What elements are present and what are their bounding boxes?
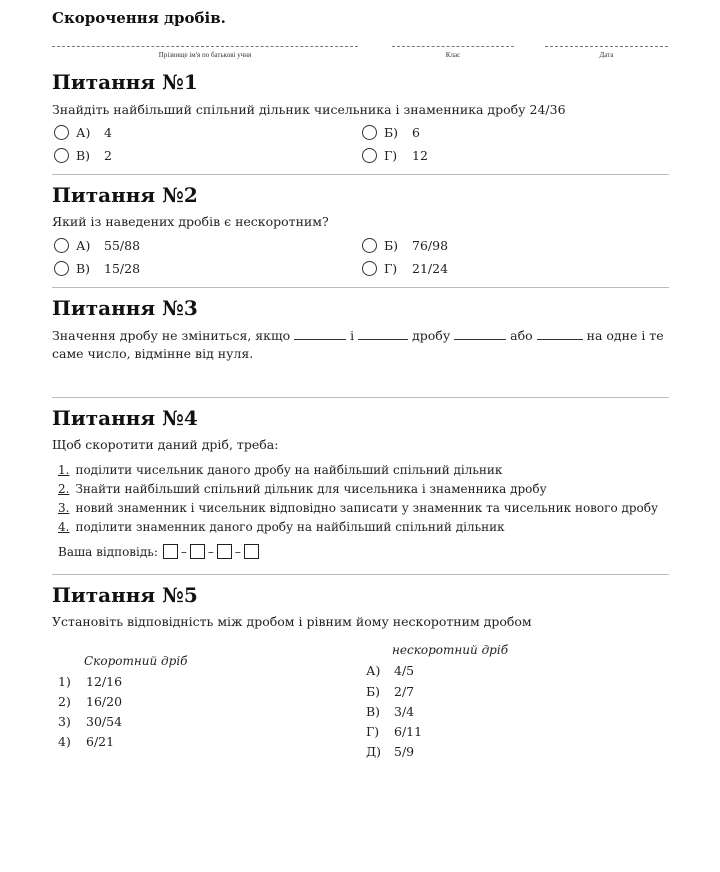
q1-text: Знайдіть найбільший спільний дільник чисельника і знаменника дробу 24/36: [52, 102, 566, 117]
answer-separator: –: [180, 544, 187, 559]
option-letter: А): [76, 238, 91, 253]
item-number: 3): [58, 714, 71, 729]
irreducible-item: [366, 684, 414, 699]
q3-text-part: і: [350, 328, 355, 343]
reducible-item: [58, 714, 122, 729]
q4-title: Питання №4: [52, 406, 198, 430]
q3-blank-4[interactable]: [537, 327, 583, 340]
reducible-item: [58, 734, 114, 749]
q4-step-2: [58, 482, 547, 496]
answer-label: Ваша відповідь:: [58, 544, 158, 559]
radio-icon[interactable]: [54, 148, 69, 163]
item-letter: Г): [366, 724, 380, 739]
irreducible-item: [366, 704, 414, 719]
q4-text: Щоб скоротити даний дріб, треба:: [52, 437, 279, 452]
radio-icon[interactable]: [362, 125, 377, 140]
item-number: 1): [58, 674, 71, 689]
option-value: 21/24: [412, 261, 449, 276]
item-letter: В): [366, 704, 381, 719]
radio-icon[interactable]: [362, 261, 377, 276]
option-letter: Б): [384, 238, 399, 253]
q5-title: Питання №5: [52, 583, 198, 607]
q4-step-4: [58, 520, 505, 534]
item-value: 16/20: [86, 694, 123, 709]
item-letter: Б): [366, 684, 381, 699]
q4-step-1: [58, 463, 502, 477]
q3-blank-1[interactable]: [294, 327, 346, 340]
step-number: 4.: [58, 520, 70, 534]
q4-answer-row: [58, 544, 259, 559]
step-text: поділити чисельник даного дробу на найбільший спільний дільник: [75, 463, 503, 477]
item-value: 12/16: [86, 674, 123, 689]
q1-option-c[interactable]: [54, 148, 112, 163]
q3-title: Питання №3: [52, 296, 198, 320]
irreducible-item: [366, 744, 414, 759]
q2-text: Який із наведених дробів є нескоротним?: [52, 214, 329, 229]
q3-text-part: Значення дробу не зміниться, якщо: [52, 328, 291, 343]
q5-text: Установіть відповідність між дробом і рівним йому нескоротним дробом: [52, 614, 532, 629]
q1-option-a[interactable]: [54, 125, 112, 140]
q2-option-d[interactable]: [362, 261, 448, 276]
q2-title: Питання №2: [52, 183, 198, 207]
q3-text: [52, 327, 669, 345]
item-number: 2): [58, 694, 71, 709]
radio-icon[interactable]: [362, 238, 377, 253]
answer-box-4[interactable]: [244, 544, 259, 559]
q3-blank-2[interactable]: [358, 327, 408, 340]
q3-blank-3[interactable]: [454, 327, 506, 340]
q1-option-b[interactable]: [362, 125, 420, 140]
irreducible-item: [366, 724, 422, 739]
irreducible-header: нескоротний дріб: [392, 643, 509, 657]
item-value: 3/4: [394, 704, 415, 719]
answer-box-3[interactable]: [217, 544, 232, 559]
option-letter: Г): [384, 261, 398, 276]
reducible-item: [58, 694, 122, 709]
class-line[interactable]: [392, 40, 514, 47]
option-value: 6: [412, 125, 420, 140]
item-value: 5/9: [394, 744, 415, 759]
option-letter: В): [76, 261, 91, 276]
option-value: 12: [412, 148, 428, 163]
radio-icon[interactable]: [54, 125, 69, 140]
worksheet-title: Скорочення дробів.: [52, 9, 226, 27]
option-letter: А): [76, 125, 91, 140]
divider: [52, 287, 669, 288]
student-name-label: Прізвище ім'я по батькові учня: [158, 51, 252, 59]
irreducible-item: [366, 663, 414, 678]
q1-title: Питання №1: [52, 70, 198, 94]
step-text: поділити знаменник даного дробу на найбільший спільний дільник: [75, 520, 505, 534]
option-letter: В): [76, 148, 91, 163]
step-number: 3.: [58, 501, 70, 515]
answer-box-2[interactable]: [190, 544, 205, 559]
option-letter: Б): [384, 125, 399, 140]
class-label: Клас: [445, 51, 461, 59]
date-label: Дата: [599, 51, 614, 59]
q3-text-part: або: [510, 328, 533, 343]
answer-separator: –: [234, 544, 241, 559]
option-value: 55/88: [104, 238, 141, 253]
option-value: 15/28: [104, 261, 141, 276]
divider: [52, 574, 669, 575]
answer-separator: –: [207, 544, 214, 559]
item-value: 2/7: [394, 684, 415, 699]
item-letter: Д): [366, 744, 382, 759]
q2-option-a[interactable]: [54, 238, 140, 253]
item-value: 4/5: [394, 663, 415, 678]
item-value: 6/11: [394, 724, 423, 739]
q3-text-part: на одне і те: [586, 328, 664, 343]
q3-text-part: дробу: [412, 328, 451, 343]
radio-icon[interactable]: [54, 238, 69, 253]
step-text: новий знаменник і чисельник відповідно записати у знаменник та чисельник нового дробу: [75, 501, 659, 515]
q4-step-3: [58, 501, 658, 515]
option-letter: Г): [384, 148, 398, 163]
divider: [52, 397, 669, 398]
radio-icon[interactable]: [362, 148, 377, 163]
student-name-line[interactable]: [52, 40, 358, 47]
option-value: 76/98: [412, 238, 449, 253]
item-value: 30/54: [86, 714, 123, 729]
divider: [52, 174, 669, 175]
reducible-item: [58, 674, 122, 689]
option-value: 2: [104, 148, 112, 163]
item-value: 6/21: [86, 734, 115, 749]
date-line[interactable]: [545, 40, 668, 47]
q3-text-line2: саме число, відмінне від нуля.: [52, 346, 254, 361]
item-letter: А): [366, 663, 381, 678]
step-number: 1.: [58, 463, 70, 477]
item-number: 4): [58, 734, 71, 749]
option-value: 4: [104, 125, 112, 140]
radio-icon[interactable]: [54, 261, 69, 276]
step-number: 2.: [58, 482, 70, 496]
q2-option-b[interactable]: [362, 238, 448, 253]
q2-option-c[interactable]: [54, 261, 140, 276]
q1-option-d[interactable]: [362, 148, 428, 163]
answer-box-1[interactable]: [163, 544, 178, 559]
reducible-header: Скоротний дріб: [84, 654, 188, 668]
step-text: Знайти найбільший спільний дільник для чисельника і знаменника дробу: [75, 482, 547, 496]
